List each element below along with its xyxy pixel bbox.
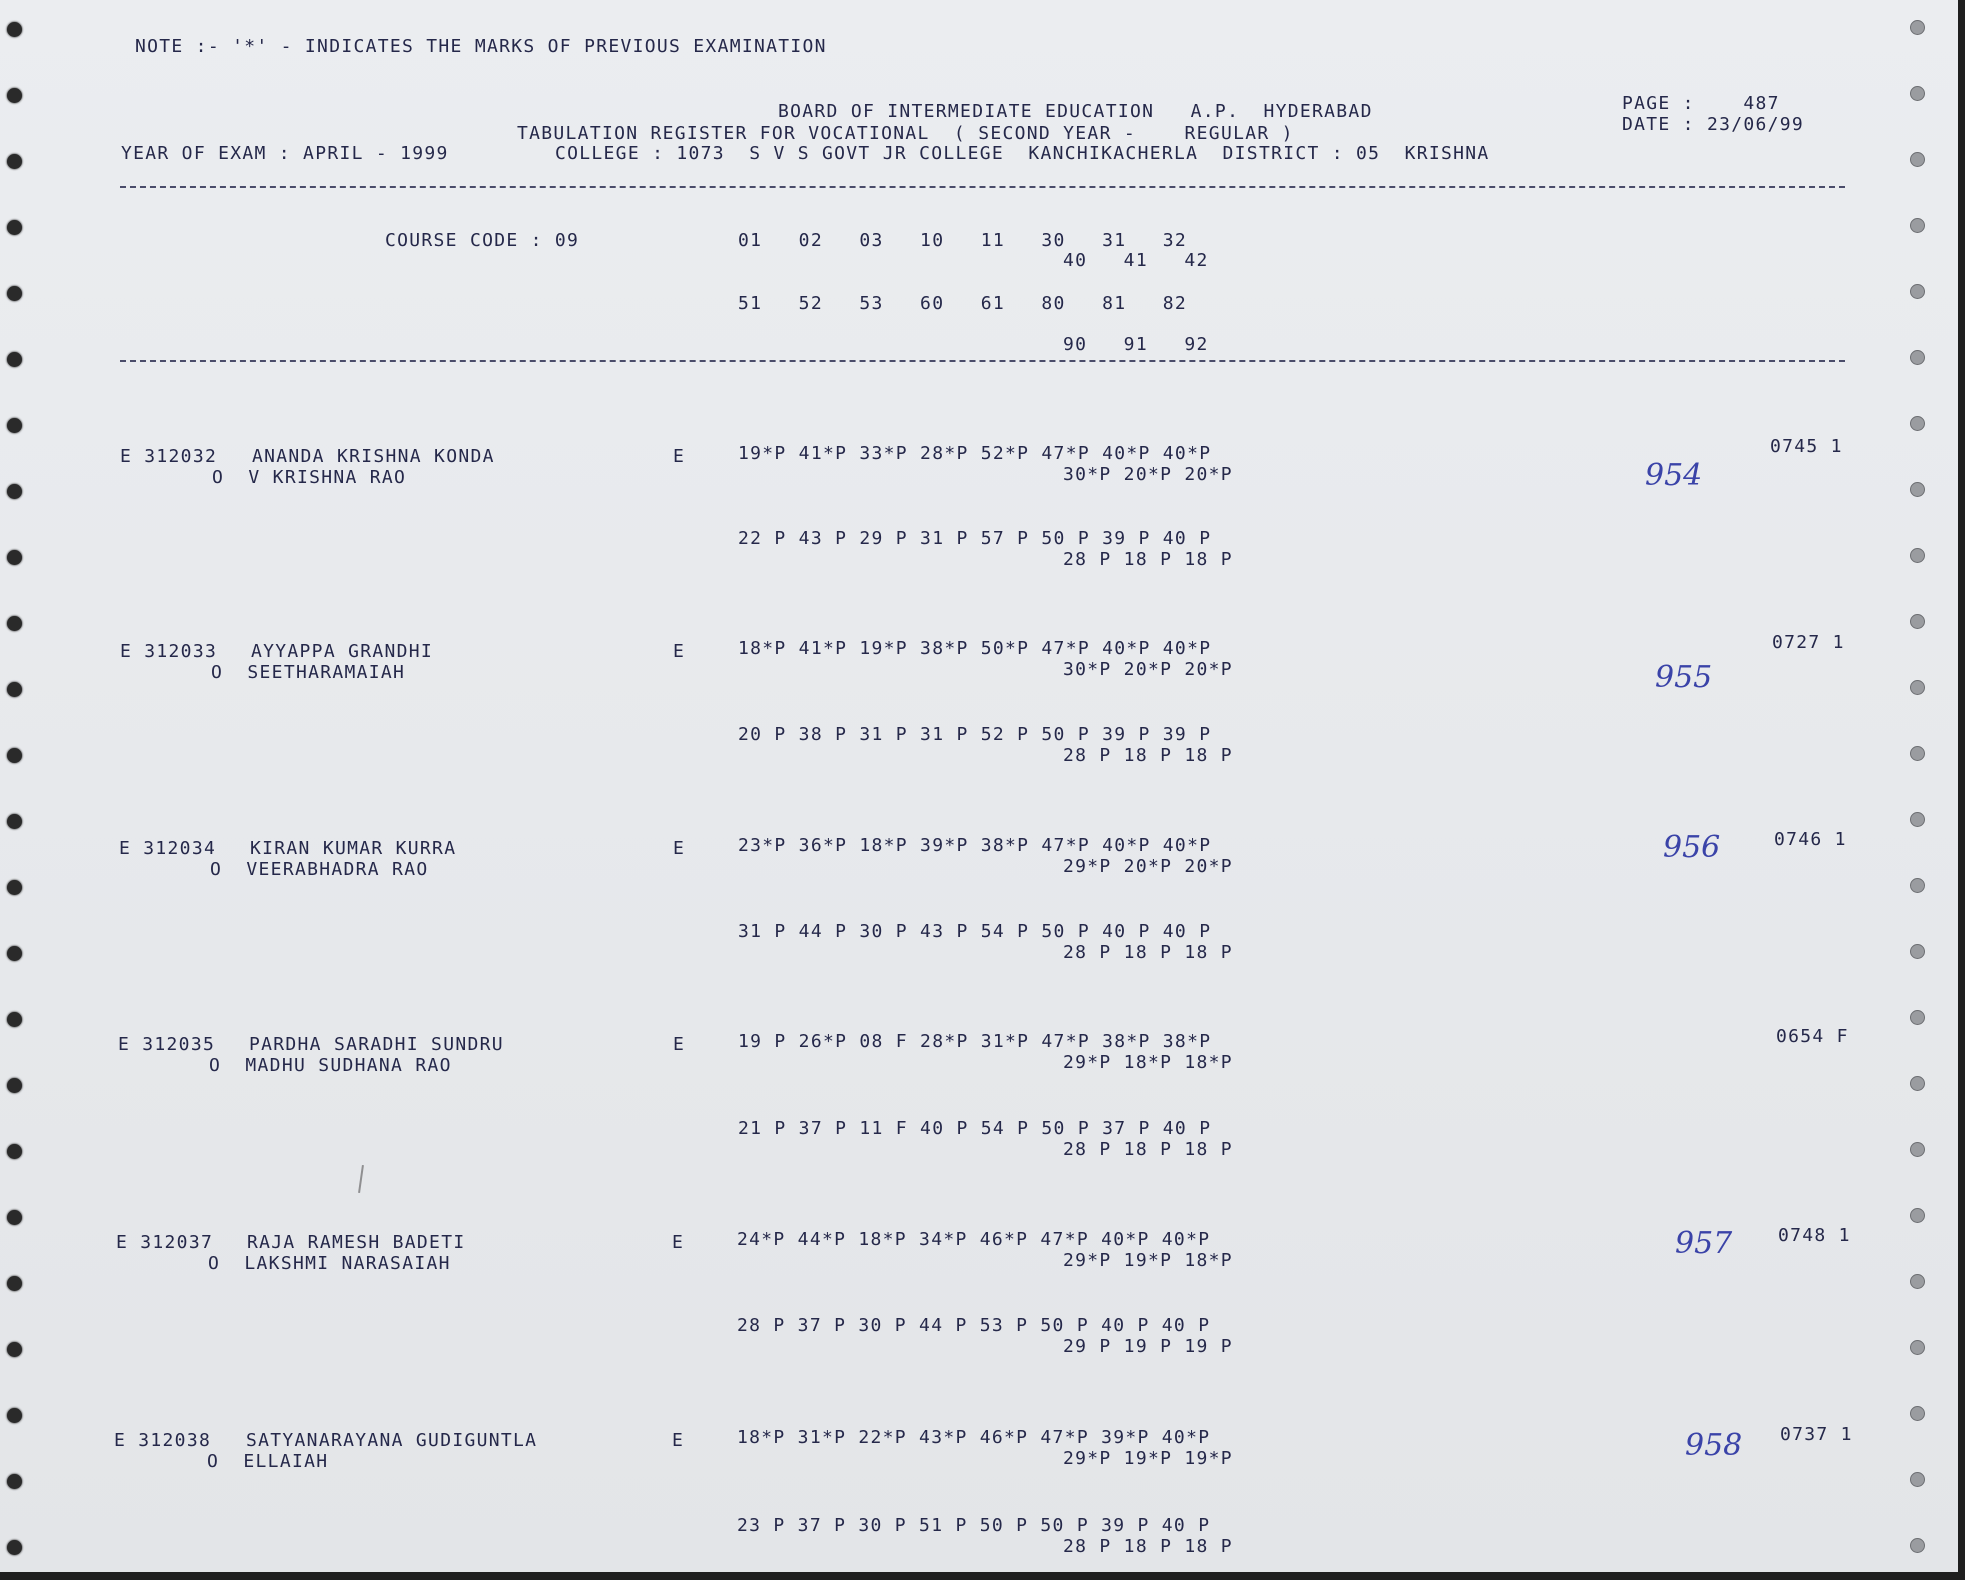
medium: E [673, 446, 686, 467]
tractor-hole [1910, 746, 1925, 761]
father-name: O ELLAIAH [207, 1451, 329, 1472]
student-name: AYYAPPA GRANDHI [251, 641, 434, 662]
tractor-hole [1910, 680, 1925, 695]
marks-line: 18*P 41*P 19*P 38*P 50*P 47*P 40*P 40*P [738, 638, 1212, 659]
marks-line: 29*P 19*P 18*P [1063, 1250, 1233, 1271]
marks-line: 28 P 18 P 18 P [1063, 549, 1233, 570]
subject-codes-row3: 90 91 92 [1063, 334, 1209, 355]
father-name: O SEETHARAMAIAH [211, 662, 406, 683]
marks-line: 29*P 18*P 18*P [1063, 1052, 1233, 1073]
marks-line: 28 P 18 P 18 P [1063, 942, 1233, 963]
tractor-hole [7, 154, 22, 169]
tractor-hole [7, 220, 22, 235]
marks-line: 21 P 37 P 11 F 40 P 54 P 50 P 37 P 40 P [738, 1118, 1212, 1139]
marks-line: 19 P 26*P 08 F 28*P 31*P 47*P 38*P 38*P [738, 1031, 1212, 1052]
tractor-hole [1910, 482, 1925, 497]
tractor-hole [1910, 1538, 1925, 1553]
father-name: O VEERABHADRA RAO [210, 859, 429, 880]
hall-ticket: E 312033 [120, 641, 218, 662]
note-line: NOTE :- '*' - INDICATES THE MARKS OF PREVIOUS EXAMINATION [135, 36, 827, 57]
tractor-hole [7, 880, 22, 895]
tractor-hole [7, 616, 22, 631]
marks-line: 18*P 31*P 22*P 43*P 46*P 47*P 39*P 40*P [737, 1427, 1211, 1448]
marks-line: 20 P 38 P 31 P 31 P 52 P 50 P 39 P 39 P [738, 724, 1212, 745]
tractor-hole [1910, 1010, 1925, 1025]
marks-line: 24*P 44*P 18*P 34*P 46*P 47*P 40*P 40*P [737, 1229, 1211, 1250]
student-name: PARDHA SARADHI SUNDRU [249, 1034, 504, 1055]
tractor-hole [1910, 548, 1925, 563]
tractor-hole [7, 1342, 22, 1357]
medium: E [673, 641, 686, 662]
pencil-mark [358, 1165, 364, 1193]
tractor-hole [7, 1210, 22, 1225]
tractor-hole [7, 286, 22, 301]
tractor-hole [1910, 1472, 1925, 1487]
tractor-hole [1910, 284, 1925, 299]
student-name: SATYANARAYANA GUDIGUNTLA [246, 1430, 538, 1451]
medium: E [672, 1232, 685, 1253]
tractor-hole [1910, 152, 1925, 167]
tractor-hole [1910, 1142, 1925, 1157]
register-title: TABULATION REGISTER FOR VOCATIONAL ( SECOND YEAR - REGULAR ) [517, 123, 1294, 144]
total-result: 0748 1 [1778, 1225, 1851, 1246]
tractor-hole [1910, 416, 1925, 431]
tractor-hole [7, 682, 22, 697]
marks-line: 19*P 41*P 33*P 28*P 52*P 47*P 40*P 40*P [738, 443, 1212, 464]
divider [120, 186, 1845, 188]
father-name: O LAKSHMI NARASAIAH [208, 1253, 451, 1274]
hall-ticket: E 312038 [114, 1430, 212, 1451]
subject-codes-row1b: 40 41 42 [1063, 250, 1209, 271]
student-name: ANANDA KRISHNA KONDA [252, 446, 495, 467]
tractor-hole [7, 484, 22, 499]
tractor-hole [1910, 944, 1925, 959]
hall-ticket: E 312037 [116, 1232, 214, 1253]
tractor-hole [1910, 1274, 1925, 1289]
total-result: 0737 1 [1780, 1424, 1853, 1445]
tractor-hole [1910, 812, 1925, 827]
subject-codes-row2: 51 52 53 60 61 80 81 82 [738, 293, 1188, 314]
handwritten-number: 954 [1645, 458, 1703, 493]
marks-line: 28 P 18 P 18 P [1063, 1139, 1233, 1160]
marks-line: 23 P 37 P 30 P 51 P 50 P 50 P 39 P 40 P [737, 1515, 1211, 1536]
marks-line: 30*P 20*P 20*P [1063, 464, 1233, 485]
hall-ticket: E 312035 [118, 1034, 216, 1055]
tractor-hole [7, 550, 22, 565]
father-name: O V KRISHNA RAO [212, 467, 407, 488]
marks-line: 30*P 20*P 20*P [1063, 659, 1233, 680]
tractor-hole [1910, 1208, 1925, 1223]
total-result: 0746 1 [1774, 829, 1847, 850]
year-of-exam: YEAR OF EXAM : APRIL - 1999 [121, 143, 449, 164]
marks-line: 28 P 18 P 18 P [1063, 745, 1233, 766]
course-code: COURSE CODE : 09 [385, 230, 580, 251]
tractor-hole [7, 748, 22, 763]
tractor-hole [7, 946, 22, 961]
marks-line: 31 P 44 P 30 P 43 P 54 P 50 P 40 P 40 P [738, 921, 1212, 942]
divider [120, 360, 1845, 362]
tractor-hole [7, 1540, 22, 1555]
hall-ticket: E 312032 [120, 446, 218, 467]
tractor-hole [7, 1144, 22, 1159]
student-name: KIRAN KUMAR KURRA [250, 838, 457, 859]
marks-line: 23*P 36*P 18*P 39*P 38*P 47*P 40*P 40*P [738, 835, 1212, 856]
handwritten-number: 957 [1675, 1226, 1733, 1261]
page-number: PAGE : 487 [1622, 93, 1780, 114]
handwritten-number: 956 [1663, 830, 1721, 865]
medium: E [673, 838, 686, 859]
tractor-hole [1910, 86, 1925, 101]
father-name: O MADHU SUDHANA RAO [209, 1055, 452, 1076]
print-date: DATE : 23/06/99 [1622, 114, 1805, 135]
tractor-hole [1910, 878, 1925, 893]
tractor-hole [1910, 1076, 1925, 1091]
tractor-hole [1910, 1406, 1925, 1421]
marks-line: 28 P 37 P 30 P 44 P 53 P 50 P 40 P 40 P [737, 1315, 1211, 1336]
marks-line: 29*P 19*P 19*P [1063, 1448, 1233, 1469]
tractor-hole [7, 1474, 22, 1489]
marks-line: 22 P 43 P 29 P 31 P 57 P 50 P 39 P 40 P [738, 528, 1212, 549]
marks-line: 28 P 18 P 18 P [1063, 1536, 1233, 1557]
tractor-hole [7, 352, 22, 367]
tractor-hole [1910, 20, 1925, 35]
student-name: RAJA RAMESH BADETI [247, 1232, 466, 1253]
tractor-hole [7, 418, 22, 433]
hall-ticket: E 312034 [119, 838, 217, 859]
tractor-hole [7, 1012, 22, 1027]
tractor-hole [7, 1408, 22, 1423]
total-result: 0727 1 [1772, 632, 1845, 653]
tractor-hole [1910, 1340, 1925, 1355]
medium: E [673, 1034, 686, 1055]
tractor-hole [7, 22, 22, 37]
tractor-hole [1910, 614, 1925, 629]
subject-codes-row1: 01 02 03 10 11 30 31 32 [738, 230, 1188, 251]
marks-line: 29 P 19 P 19 P [1063, 1336, 1233, 1357]
tractor-hole [1910, 350, 1925, 365]
college-line: COLLEGE : 1073 S V S GOVT JR COLLEGE KANCHIKACHERLA DISTRICT : 05 KRISHNA [555, 143, 1490, 164]
handwritten-number: 958 [1685, 1428, 1743, 1463]
tractor-hole [7, 1276, 22, 1291]
total-result: 0745 1 [1770, 436, 1843, 457]
tractor-hole [7, 88, 22, 103]
tractor-hole [1910, 218, 1925, 233]
marks-line: 29*P 20*P 20*P [1063, 856, 1233, 877]
tractor-hole [7, 1078, 22, 1093]
board-title: BOARD OF INTERMEDIATE EDUCATION A.P. HYDERABAD [778, 101, 1373, 122]
tractor-hole [7, 814, 22, 829]
medium: E [672, 1430, 685, 1451]
total-result: 0654 F [1776, 1026, 1849, 1047]
handwritten-number: 955 [1655, 660, 1713, 695]
